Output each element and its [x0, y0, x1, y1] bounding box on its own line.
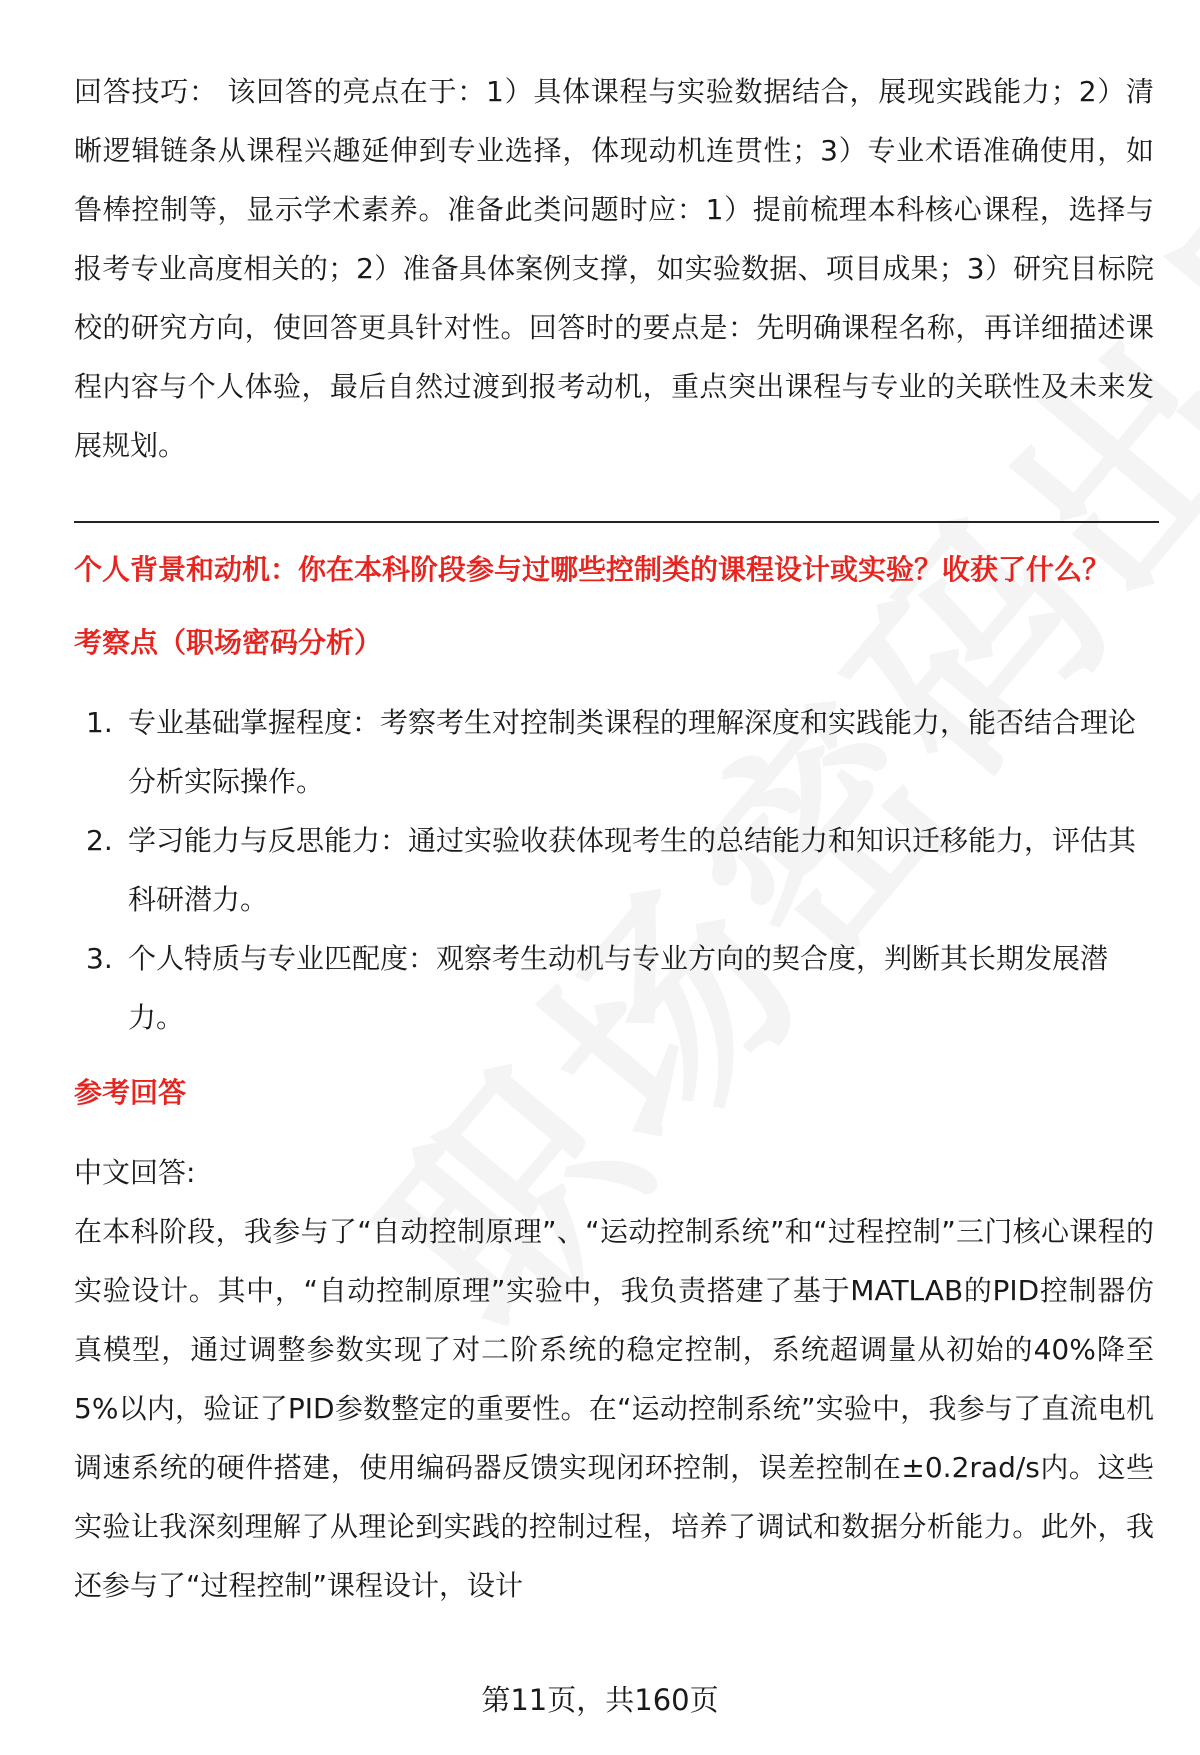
list-item-number: 2.: [86, 824, 113, 857]
answer-language-label: 中文回答:: [74, 1156, 196, 1189]
answer-body: 在本科阶段，我参与了“自动控制原理”、“运动控制系统”和“过程控制”三门核心课程的实验设计。其中，“自动控制原理”实验中，我负责搭建了基于MATLAB的PID控制器仿真模型，通过调整参数实现了对二阶系统的稳定控制，系统超调量从初始的40%降至5%以内，验证了PID参数整定的重要性。在“运动控制系统”实验中，我参与了直流电机调速系统的硬件搭建，使用编码器反馈实现闭环控制，误差控制在±0.2rad/s内。这些实验让我深刻理解了从理论到实践的控制过程，培养了调试和数据分析能力。此外，我还参与了“过程控制”课程设计，设计: [74, 1215, 1154, 1602]
list-item-text: 专业基础掌握程度：考察考生对控制类课程的理解深度和实践能力，能否结合理论分析实际操作。: [128, 706, 1137, 798]
intro-paragraph: 回答技巧： 该回答的亮点在于：1）具体课程与实验数据结合，展现实践能力；2）清晰逻辑链条从课程兴趣延伸到专业选择，体现动机连贯性；3）专业术语准确使用，如鲁棒控制等，显示学术素养。准备此类问题时应：1）提前梳理本科核心课程，选择与报考专业高度相关的；2）准备具体案例支撑，如实验数据、项目成果；3）研究目标院校的研究方向，使回答更具针对性。回答时的要点是：先明确课程名称，再详细描述课程内容与个人体验，最后自然过渡到报考动机，重点突出课程与专业的关联性及未来发展规划。: [74, 75, 1154, 462]
list-item-number: 3.: [86, 942, 113, 975]
list-item-text: 个人特质与专业匹配度：观察考生动机与专业方向的契合度，判断其长期发展潜力。: [128, 942, 1109, 1034]
exam-points-heading: 考察点（职场密码分析）: [74, 626, 383, 659]
list-item-number: 1.: [86, 706, 113, 739]
reference-answer-heading: 参考回答: [74, 1076, 187, 1109]
list-item-text: 学习能力与反思能力：通过实验收获体现考生的总结能力和知识迁移能力，评估其科研潜力。: [128, 824, 1137, 916]
list-item: [74, 929, 1154, 1047]
question-title: 个人背景和动机：你在本科阶段参与过哪些控制类的课程设计或实验？收获了什么？: [74, 553, 1111, 586]
list-item: [74, 693, 1154, 811]
section-divider: [74, 521, 1159, 523]
exam-points-list: [74, 693, 1154, 1047]
list-item: [74, 811, 1154, 929]
document-page: [74, 62, 1154, 1615]
page-footer: 第11页，共160页: [481, 1683, 719, 1717]
